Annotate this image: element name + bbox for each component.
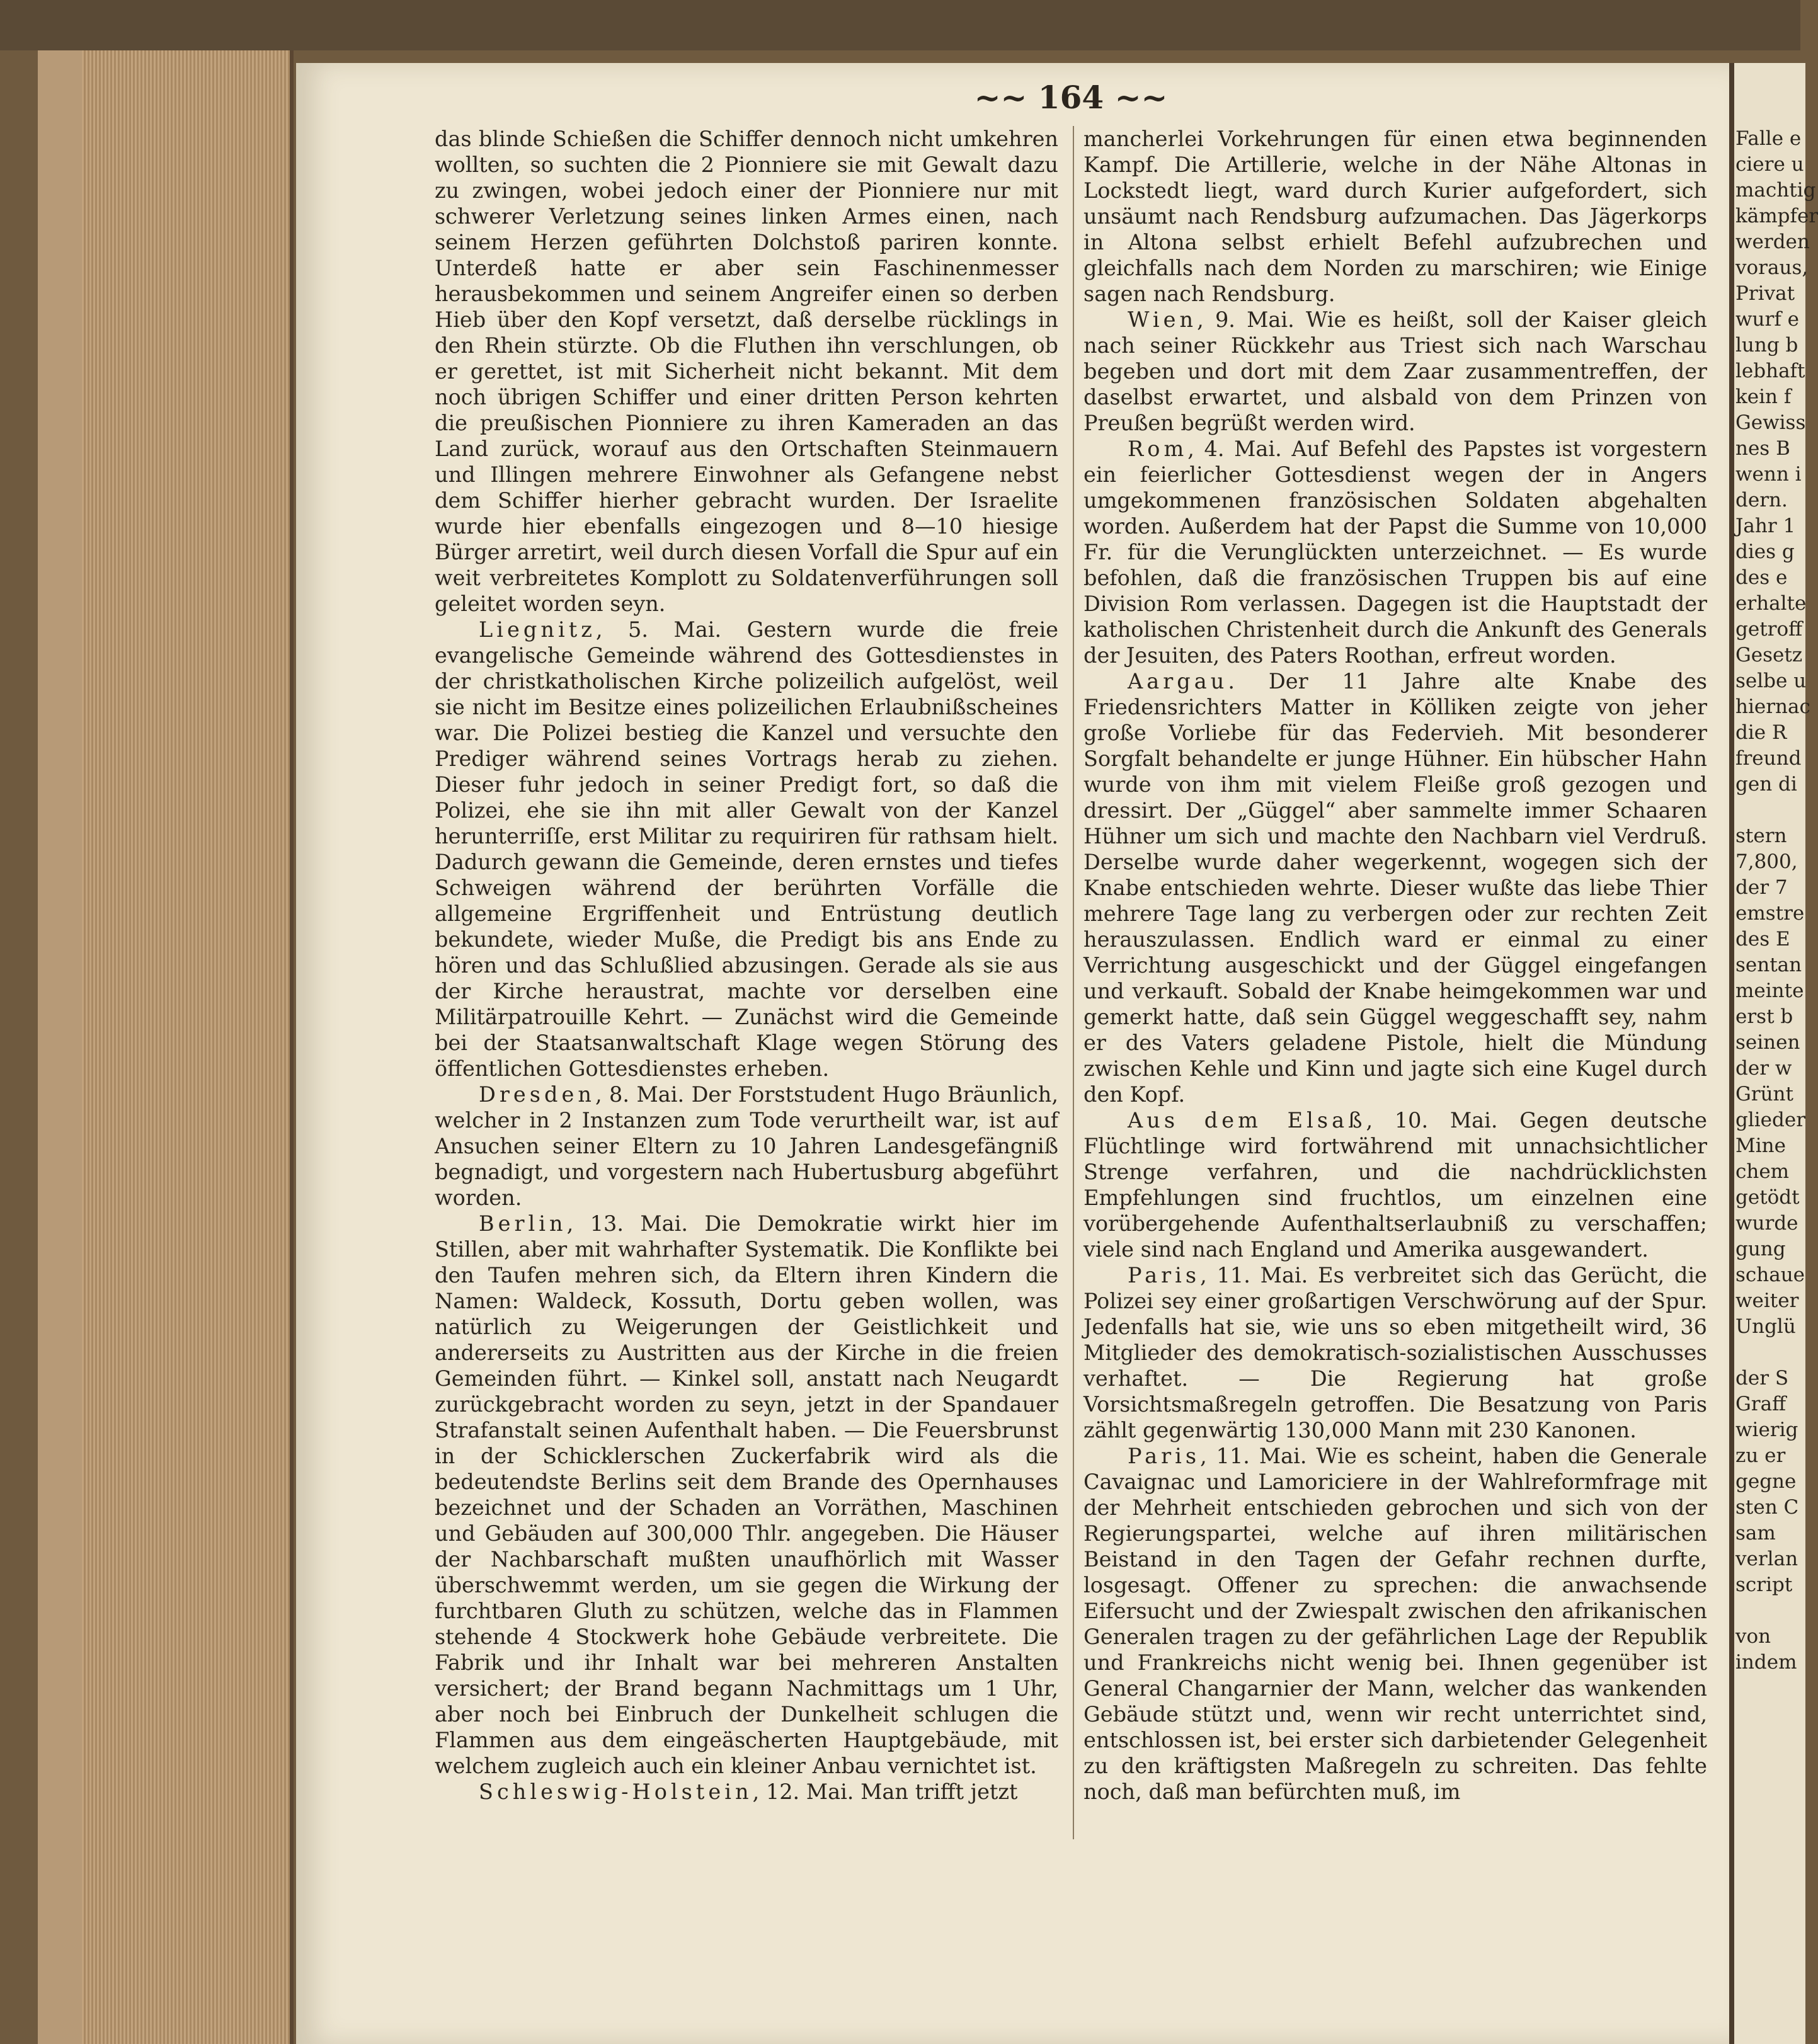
paragraph-text: mancherlei Vorkehrungen für einen etwa beginnenden Kampf. Die Artillerie, welche in der Nähe Altonas in Lockstedt liegt, ward durch Kurier aufgefordert, sich unsäumt nach Rendsburg aufzumachen. Das Jägerkorps in Altona selbst erhielt Befehl aufzubrechen und gleichfalls nach dem Norden zu marschiren; wie Einige sagen nach Rendsburg.	[1083, 127, 1707, 306]
paragraph-text: , 11. Mai. Wie es scheint, haben die Generale Cavaignac und Lamoriciere in der Wahlreformfrage mit der Mehrheit entschieden gebrochen und sich von der Regierungspartei, welche auf ihren militärischen Beistand in den Tagen der Gefahr rechnen durfte, losgesagt. Offener zu sprechen: die anwachsende Eifersucht und der Zwiespalt zwischen den afrikanischen Generalen tragen zu der gefährlichen Lage der Republik und Frankreichs nicht wenig bei. Ihnen gegenüber ist General Changarnier der Mann, welcher das wankenden Gebäude stützt und, wenn wir recht unterrichtet sind, entschlossen ist, bei erster sich darbietender Gelegenheit zu den kräftigsten Maßregeln zu schreiten. Das fehlte noch, daß man befürchten muß, im	[1083, 1444, 1707, 1804]
next-page-fragments	[1735, 126, 1818, 1676]
fragment-line: selbe u	[1735, 670, 1807, 692]
fragment-line: stern	[1735, 825, 1787, 847]
fragment-line: Unglü	[1735, 1315, 1796, 1338]
fragment-line: werden	[1735, 231, 1810, 253]
fragment-line: Graff	[1735, 1393, 1787, 1415]
dateline-place: Aus dem Elsaß	[1128, 1108, 1366, 1133]
fragment-line: ciere u	[1735, 153, 1804, 176]
dateline-place: Paris	[1128, 1444, 1201, 1468]
fragment-line: der S	[1735, 1367, 1789, 1390]
fragment-line: machtig	[1735, 179, 1816, 202]
fragment-line: schaue	[1735, 1264, 1805, 1286]
fragment-line: voraus,	[1735, 256, 1809, 279]
fragment-line: wurde	[1735, 1212, 1798, 1235]
fragment-line: gen di	[1735, 773, 1797, 796]
article-paragraph	[435, 1779, 1058, 1805]
fragment-line: Gewiss	[1735, 411, 1806, 434]
paragraph-text: , 8. Mai. Der Forststudent Hugo Bräunlich, welcher in 2 Instanzen zum Tode verurtheilt war, ist auf Ansuchen seiner Eltern zu 10 Jahren Landesgefängniß begnadigt, und vorgestern nach Hubertusburg abgeführt worden.	[435, 1082, 1058, 1210]
fragment-line: hiernac	[1735, 695, 1810, 718]
fragment-line: dern.	[1735, 489, 1788, 511]
fragment-line: getödt	[1735, 1186, 1800, 1209]
paragraph-text: , 13. Mai. Die Demokratie wirkt hier im Stillen, aber mit wahrhafter Systematik. Die Konflikte bei den Taufen mehren sich, da Eltern ihren Kindern die Namen: Waldeck, Kossuth, Dortu geben wollen, was natürlich zu Weigerungen der Geistlichkeit und andererseits zu Austritten aus der Kirche in die freien Gemeinden führt. — Kinkel soll, anstatt nach Neugardt zurückgebracht worden zu seyn, jetzt in der Spandauer Strafanstalt seinen Aufenthalt haben. — Die Feuersbrunst in der Schicklerschen Zuckerfabrik wird als die bedeutendste Berlins seit dem Brande des Opernhauses bezeichnet und der Schaden an Vorräthen, Maschinen und Gebäuden auf 300,000 Thlr. angegeben. Die Häuser der Nachbarschaft mußten unaufhörlich mit Wasser überschwemmt werden, um sie gegen die Wirkung der furchtbaren Gluth zu schützen, welche das in Flammen stehende 4 Stockwerk hohe Gebäude verbreitete. Die Fabrik und ihr Inhalt war bei mehreren Anstalten versichert; der Brand begann Nachmittags um 1 Uhr, aber noch bei Einbruch der Dunkelheit schlugen die Flammen aus dem eingeäscherten Hauptgebäude, mit welchem zugleich auch ein kleiner Anbau vernichtet ist.	[435, 1211, 1058, 1778]
fragment-line: des E	[1735, 928, 1790, 951]
fragment-line: sentan	[1735, 954, 1802, 976]
fragment-line: der w	[1735, 1057, 1792, 1080]
background-top	[0, 0, 1800, 50]
dateline-place: Paris	[1128, 1263, 1201, 1287]
fragment-line	[1735, 797, 1798, 823]
fragment-line: kein f	[1735, 385, 1792, 408]
fragment-line: script	[1735, 1573, 1793, 1596]
page-stack-edge	[82, 50, 294, 2044]
article-paragraph	[1083, 1443, 1707, 1805]
fragment-line: erst b	[1735, 1005, 1793, 1028]
article-paragraph	[435, 1082, 1058, 1211]
article-paragraph	[1083, 436, 1707, 668]
fragment-line: lebhaft	[1735, 360, 1805, 382]
fragment-line: nes B	[1735, 437, 1790, 460]
fragment-line: Grünt	[1735, 1083, 1793, 1105]
fragment-line: wurf e	[1735, 308, 1799, 331]
fragment-line: kämpfer	[1735, 205, 1818, 227]
dateline-place: Aargau	[1128, 669, 1228, 694]
article-paragraph	[1083, 1107, 1707, 1262]
fragment-line: dies g	[1735, 540, 1795, 563]
paragraph-text: das blinde Schießen die Schiffer dennoch nicht umkehren wollten, so suchten die 2 Pionniere sie mit Gewalt dazu zu zwingen, wobei jedoch einer der Pionniere nur mit schwerer Verletzung seines linken Armes einen, nach seinem Herzen geführten Dolchstoß pariren konnte. Unterdeß hatte er aber sein Faschinenmesser herausbekommen und seinem Angreifer einen so derben Hieb über den Kopf versetzt, daß derselbe rücklings in den Rhein stürzte. Ob die Fluthen ihn verschlungen, ob er gerettet, ist mit Sicherheit nicht bekannt. Mit dem noch übrigen Schiffer und einer dritten Person kehrten die preußischen Pionniere zu ihren Kameraden an das Land zurück, worauf aus den Ortschaften Steinmauern und Illingen mehrere Einwohner als Gefangene nebst dem Schiffer hierher gebracht wurden. Der Israelite wurde hier ebenfalls eingezogen und 8—10 hiesige Bürger arretirt, weil durch diesen Vorfall die Spur auf ein weit verbreitetes Komplott zu Soldatenverführungen soll geleitet worden seyn.	[435, 127, 1058, 616]
fragment-line: wenn i	[1735, 463, 1802, 486]
fragment-line: seinen	[1735, 1031, 1800, 1054]
paragraph-text: , 9. Mai. Wie es heißt, soll der Kaiser gleich nach seiner Rückkehr aus Triest sich nach Warschau begeben und dort mit dem Zaar zusammentreffen, der daselbst erwartet, und alsbald von dem Prinzen von Preußen begrüßt werden wird.	[1083, 307, 1707, 435]
fragment-line: verlan	[1735, 1548, 1798, 1570]
article-paragraph	[435, 126, 1058, 617]
fragment-line: des e	[1735, 566, 1788, 589]
dateline-place: Dresden	[479, 1082, 595, 1107]
fragment-line: lung b	[1735, 334, 1798, 357]
left-text-column	[435, 126, 1058, 1805]
article-paragraph	[1083, 668, 1707, 1107]
fragment-line: 7,800,	[1735, 850, 1798, 873]
dateline-place: Rom	[1128, 437, 1188, 461]
fragment-line: zu er	[1735, 1444, 1786, 1467]
paragraph-text: , 10. Mai. Gegen deutsche Flüchtlinge wird fortwährend mit unnachsichtlicher Strenge verfahren, und die nachdrücklichsten Empfehlungen sind fruchtlos, um einzelnen eine vorübergehende Aufenthaltserlaubniß zu verschaffen; viele sind nach England und Amerika ausgewandert.	[1083, 1108, 1707, 1262]
fragment-line	[1735, 1598, 1798, 1624]
article-paragraph	[435, 617, 1058, 1082]
fragment-line: freund	[1735, 747, 1802, 770]
paragraph-text: , 11. Mai. Es verbreitet sich das Gerücht, die Polizei sey einer großartigen Verschwörung auf der Spur. Jedenfalls hat sie, wie uns so eben mitgetheilt wird, 36 Mitglieder des demokratisch-sozialistischen Ausschusses verhaftet. — Die Regierung hat große Vorsichtsmaßregeln getroffen. Die Besatzung von Paris zählt gegenwärtig 130,000 Mann mit 230 Kanonen.	[1083, 1263, 1707, 1442]
paragraph-text: , 4. Mai. Auf Befehl des Papstes ist vorgestern ein feierlicher Gottesdienst wegen der in Angers umgekommenen französischen Soldaten abgehalten worden. Außerdem hat der Papst die Summe von 10,000 Fr. für die Verunglückten unterzeichnet. — Es wurde befohlen, daß die französischen Truppen bis auf eine Division Rom verlassen. Dagegen ist die Hauptstadt der katholischen Christenheit durch die Ankunft des Generals der Jesuiten, des Paters Roothan, erfreut worden.	[1083, 437, 1707, 668]
fragment-line: glieder	[1735, 1109, 1806, 1131]
paragraph-text: , 12. Mai. Man trifft jetzt	[752, 1779, 1018, 1804]
fragment-line: sten C	[1735, 1496, 1799, 1519]
fragment-line: Jahr 1	[1735, 515, 1796, 537]
dateline-place: Schleswig-Holstein	[479, 1779, 753, 1804]
article-paragraph	[1083, 126, 1707, 307]
fragment-line: Falle e	[1735, 127, 1802, 150]
fragment-line: Mine	[1735, 1134, 1786, 1157]
right-text-column	[1083, 126, 1707, 1805]
fragment-line	[1735, 1340, 1798, 1366]
article-paragraph	[1083, 307, 1707, 436]
fragment-line: die R	[1735, 721, 1787, 744]
fragment-line: Gesetz	[1735, 644, 1803, 666]
column-divider	[1073, 126, 1074, 1839]
article-paragraph	[435, 1211, 1058, 1779]
fragment-line: wierig	[1735, 1419, 1798, 1441]
paragraph-text: . Der 11 Jahre alte Knabe des Friedensrichters Matter in Kölliken zeigte von jeher große Vorliebe für das Federvieh. Mit besonderer Sorgfalt behandelte er junge Hühner. Ein hübscher Hahn wurde von ihm mit vielem Fleiße groß gezogen und dressirt. Der „Güggel“ aber sammelte immer Schaaren Hühner um sich und machte den Nachbarn viel Verdruß. Derselbe wurde daher wegerkennt, wogegen sich der Knabe entschieden wehrte. Dieser wußte das liebe Thier mehrere Tage lang zu verbergen oder zur rechten Zeit herauszulassen. Endlich ward er einmal zu einer Verrichtung ausgeschickt und der Güggel eingefangen und verkauft. Sobald der Knabe heimgekommen war und gemerkt hatte, daß sein Güggel weggeschafft sey, nahm er des Vaters geladene Pistole, hielt die Mündung zwischen Kehle und Kinn und jagte sich eine Kugel durch den Kopf.	[1083, 669, 1707, 1107]
fragment-line: Privat	[1735, 282, 1795, 305]
fragment-line: meinte	[1735, 979, 1804, 1002]
fragment-line: gegne	[1735, 1470, 1797, 1493]
fragment-line: weiter	[1735, 1289, 1799, 1312]
fragment-line: von	[1735, 1625, 1771, 1648]
fragment-line: sam	[1735, 1522, 1776, 1544]
dateline-place: Wien	[1128, 307, 1198, 332]
fragment-line: gung	[1735, 1238, 1786, 1260]
dateline-place: Berlin	[479, 1211, 567, 1236]
fragment-line: der 7	[1735, 876, 1788, 899]
fragment-line: indem	[1735, 1651, 1797, 1674]
fragment-line: chem	[1735, 1160, 1790, 1183]
fragment-line: erhalte	[1735, 592, 1807, 615]
fragment-line: getroff	[1735, 618, 1803, 641]
paragraph-text: , 5. Mai. Gestern wurde die freie evangelische Gemeinde während des Gottesdienstes in der christkatholischen Kirche polizeilich aufgelöst, weil sie nicht im Besitze eines polizeilichen Erlaubnißscheines war. Die Polizei bestieg die Kanzel und versuchte den Prediger während seines Vortrags herab zu ziehen. Dieser fuhr jedoch in seiner Predigt fort, so daß die Polizei, ehe sie ihn mit aller Gewalt von der Kanzel herunterriſſe, erst Militar zu requiriren für rathsam hielt. Dadurch gewann die Gemeinde, deren ernstes und tiefes Schweigen während der berührten Vorfälle die allgemeine Ergriffenheit und Entrüstung deutlich bekundete, wieder Muße, die Predigt bis ans Ende zu hören und das Schlußlied abzusingen. Gerade als sie aus der Kirche heraustrat, machte vor derselben eine Militärpatrouille Kehrt. — Zunächst wird die Gemeinde bei der Staatsanwaltschaft Klage wegen Störung des öffentlichen Gottesdienstes erheben.	[435, 617, 1058, 1081]
page-number: ~~ 164 ~~	[974, 79, 1168, 116]
fragment-line: emstre	[1735, 902, 1805, 925]
article-paragraph	[1083, 1262, 1707, 1443]
dateline-place: Liegnitz	[479, 617, 596, 642]
